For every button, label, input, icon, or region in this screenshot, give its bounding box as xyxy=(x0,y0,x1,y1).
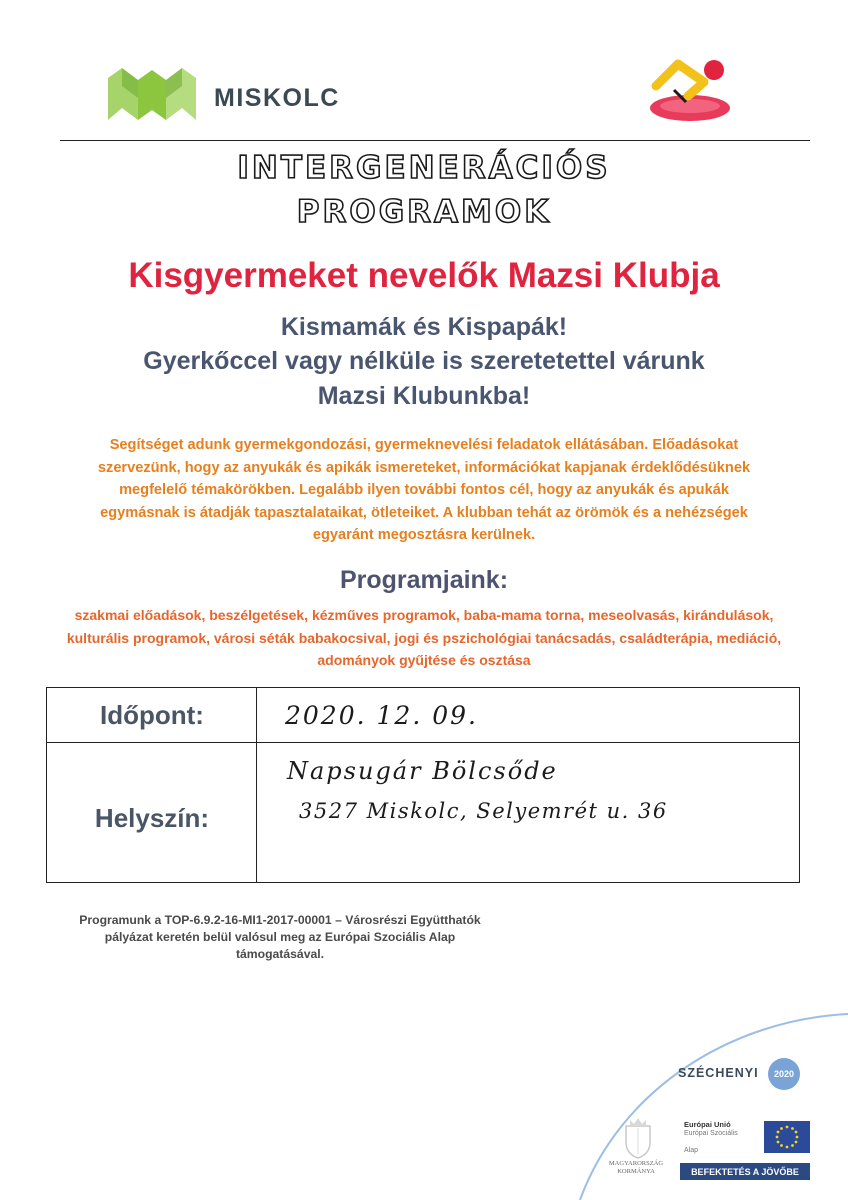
programs-list: szakmai előadások, beszélgetések, kézműves programok, baba-mama torna, meseolvasás, kirándulások, kulturális programok, városi séták babakocsival, jogi és pszichológiai tanácsadás, családterápia, mediáció, adományok gyűjtése és osztása xyxy=(66,607,782,668)
eu-text-line-3: Alap xyxy=(684,1147,699,1154)
programs-heading: Programjaink: xyxy=(339,566,509,594)
eu-text-line-1: Európai Unió xyxy=(684,1120,731,1129)
place-address: 3527 Miskolc, Selyemrét u. 36 xyxy=(299,799,668,823)
place-label: Helyszín: xyxy=(94,803,210,833)
header-divider xyxy=(60,140,810,141)
figure-logo-icon xyxy=(648,56,732,126)
government-text: MAGYARORSZÁG KORMÁNYA xyxy=(608,1160,664,1175)
subtitle-line-1: Kismamák és Kispapák! xyxy=(280,313,568,341)
szechenyi-logo-text: SZÉCHENYI xyxy=(678,1066,759,1080)
date-value: 2020. 12. 09. xyxy=(285,701,478,730)
program-type-line-2: PROGRAMOK xyxy=(296,194,552,230)
place-name: Napsugár Bölcsőde xyxy=(287,757,558,785)
funding-note: Programunk a TOP-6.9.2-16-MI1-2017-00001 – Városrészi Együtthatók pályázat keretén belül valósul meg az Európai Szociális Alap támogatásával. xyxy=(79,913,481,961)
subtitle-line-3: Mazsi Klubunkba! xyxy=(317,382,531,410)
date-label-cell xyxy=(47,688,257,743)
slogan-bar: BEFEKTETÉS A JÖVŐBE xyxy=(680,1163,810,1180)
hungarian-crest-icon xyxy=(618,1116,658,1160)
szechenyi-year-badge: 2020 xyxy=(768,1058,800,1090)
description-paragraph: Segítséget adunk gyermekgondozási, gyermeknevelési feladatok ellátásában. Előadásokat szervezünk, hogy az anyukák és apikák ismereteket, információkat kapjanak érdeklődésüknek megfelelő témakörökben. Legalább ilyen további fontos cél, hogy az anyukák és apukák egymásnak is átadják tapasztalataikat, ötleteiket. A klubban tehát az örömök és a nehézségek egyaránt megosztásra kerülnek. xyxy=(97,437,751,544)
place-value-cell xyxy=(257,743,799,882)
date-value-cell xyxy=(257,688,799,743)
subtitle-line-2: Gyerkőccel vagy nélküle is szeretetettel várunk xyxy=(143,347,705,375)
info-table xyxy=(46,687,800,883)
miskolc-logo-icon xyxy=(108,68,196,120)
eu-flag-icon xyxy=(764,1121,810,1153)
program-type-line-1: INTERGENERÁCIÓS xyxy=(237,150,611,186)
eu-text-line-2: Európai Szociális xyxy=(684,1130,738,1137)
place-label-cell xyxy=(47,743,257,882)
logo-text: MISKOLC xyxy=(214,84,340,112)
date-label: Időpont: xyxy=(100,700,204,730)
page-title: Kisgyermeket nevelők Mazsi Klubja xyxy=(128,256,720,295)
